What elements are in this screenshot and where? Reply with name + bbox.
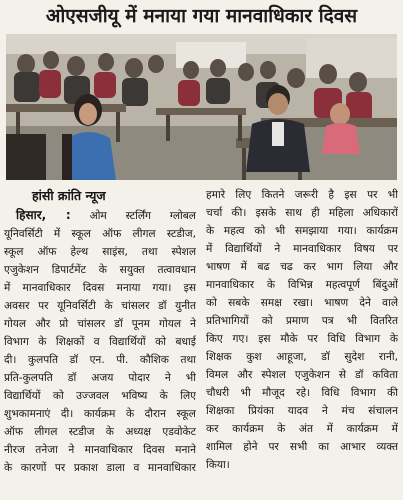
article-line: शिक्षक कुश आहूजा, डॉ सुदेश रानी, [206,351,398,363]
article-left-column [4,186,196,477]
news-photo [6,34,397,180]
article-line: स्कूल ऑफ हेल्थ साइंस, तथा स्पेशल [4,246,196,258]
article-line: विभाग के शिक्षकों व विद्यार्थियों को बधाई [4,336,196,348]
article-line [4,206,196,225]
dateline: हिसार, : [16,208,71,222]
article-line: विमल और स्पेशल एजुकेशन से डॉ कविता [206,369,398,381]
article-line: गोयल और प्रो चांसलर डॉ पूनम गोयल ने [4,318,196,330]
article-line: के कारणों पर प्रकाश डाला व मानवाधिकार [4,462,196,474]
article-line: किया। [206,459,230,471]
article-line: शिक्षका प्रियंका यादव ने मंच संचालन [206,405,398,417]
article-line: को सबके समक्ष रखा। भाषण देने वाले [206,297,398,309]
article-line: किए गए। इस मौके पर विधि विभाग के [206,333,398,345]
article-line: चौधरी भी मौजूद रहे। विधि विभाग की [206,387,398,399]
article-line: में मानवाधिकार दिवस मनाया गया। इस [4,282,196,294]
article-line: ऑफ लीगल स्टडीज के अध्यक्ष एडवोकेट [4,426,196,438]
article-body [4,186,399,500]
article-line: यूनिवर्सिटी में स्कूल ऑफ लीगल स्टडीज, [4,228,196,240]
article-line: दी। कुलपति डॉ एन. पी. कौशिक तथा [4,354,196,366]
article-line: में विद्यार्थियों ने मानवाधिकार विषय पर [206,243,398,255]
article-line: शामिल होने पर सभी का आभार व्यक्त [206,441,398,453]
article-line: के महत्व को भी समझाया गया। कार्यक्रम [206,225,398,237]
article-line: हमारे लिए कितने जरूरी है इस पर भी [206,189,398,201]
article-line: शुभकामनाएं दी। कार्यक्रम के दौरान स्कूल [4,408,196,420]
article-line: प्रतिभागियों को प्रमाण पत्र भी वितरित [206,315,398,327]
article-line: भाषण में बढ चढ कर भाग लिया और [206,261,398,273]
article-right-column [206,186,398,474]
article-line: विद्यार्थियों को उज्जवल भविष्य के लिए [4,390,196,402]
article-line: अवसर पर यूनिवर्सिटी के चांसलर डॉ युनीत [4,300,196,312]
byline: हांसी क्रांति न्यूज [32,188,106,203]
article-line: एजुकेशन डिपार्टमेंट के सयुक्त तत्वावधान [4,264,196,276]
article-line: कर कार्यक्रम के अंत में कार्यक्रम में [206,423,398,435]
article-line: नीरज तनेजा ने मानवाधिकार दिवस मनाने [4,444,196,456]
headline: ओएसजीयू में मनाया गया मानवाधिकार दिवस [45,5,358,27]
article-line: प्रति-कुलपति डॉ अजय पोदार ने भी [4,372,196,384]
article-line-text: ओम स्टर्लिंग ग्लोबल [89,210,196,222]
article-line: चर्चा की। इसके साथ ही महिला अधिकारों [206,207,398,219]
article-line: मानवाधिकार के विभिन्न महत्वपूर्ण बिंदुओं [206,279,398,291]
